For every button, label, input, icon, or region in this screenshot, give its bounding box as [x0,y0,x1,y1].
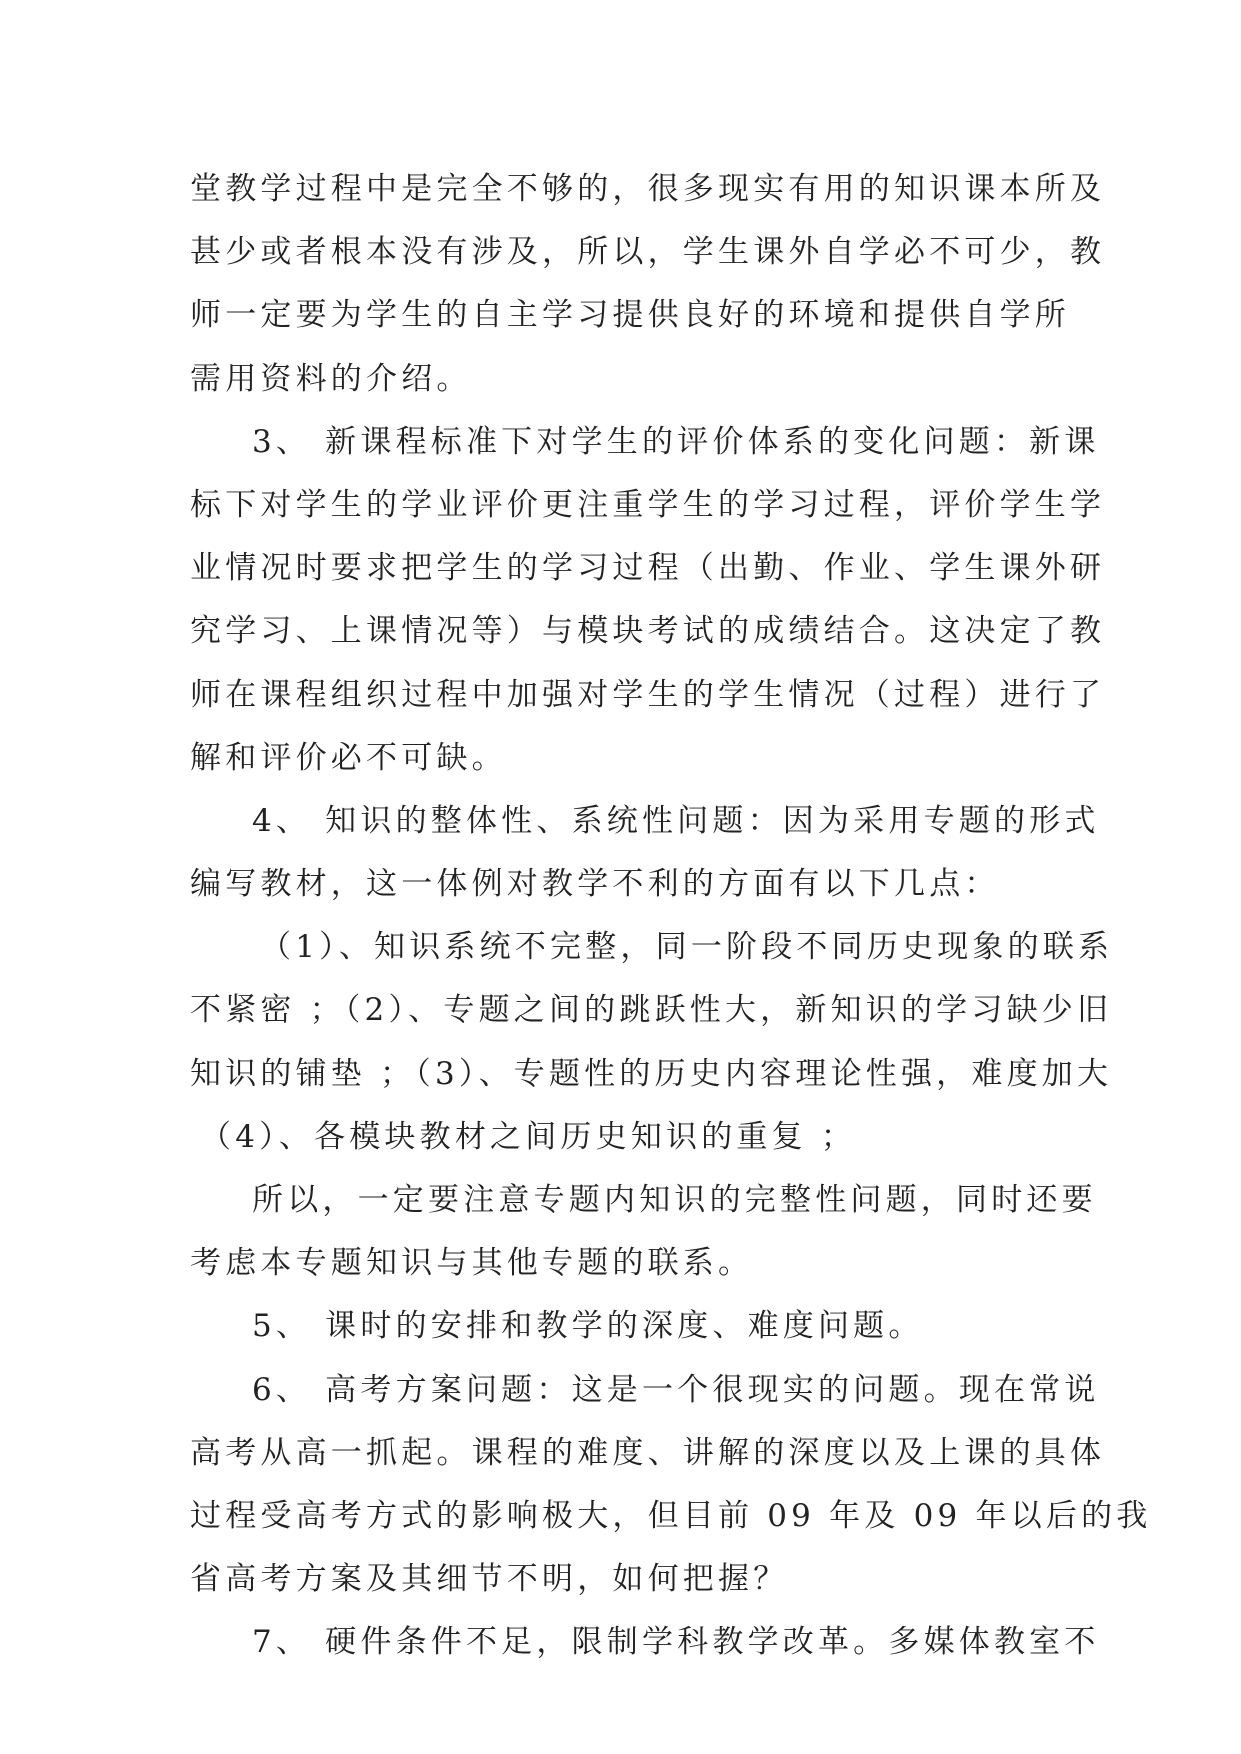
body-line: 需用资料的介绍。 [190,360,472,397]
body-line: 解和评价必不可缺。 [190,739,507,776]
body-line: 标下对学生的学业评价更注重学生的学习过程，评价学生学 [190,486,1106,523]
body-line: 业情况时要求把学生的学习过程（出勤、作业、学生课外研 [190,550,1106,587]
list-item-1: （1）、知识系统不完整，同一阶段不同历史现象的联系 [260,929,1114,966]
body-line: 考虑本专题知识与其他专题的联系。 [190,1245,754,1282]
body-line: 过程受高考方式的影响极大，但目前 09 年及 09 年以后的我 [190,1497,1152,1534]
body-line: 所以，一定要注意专题内知识的完整性问题，同时还要 [252,1182,1097,1218]
list-item-2: 不紧密 ；（2）、专题之间的跳跃性大，新知识的学习缺少旧 [190,992,1113,1029]
body-line: 编写教材，这一体例对教学不利的方面有以下几点： [190,866,1000,903]
body-line: 师一定要为学生的自主学习提供良好的环境和提供自学所 [190,297,1070,334]
body-line: 甚少或者根本没有涉及，所以，学生课外自学必不可少，教 [190,234,1106,271]
list-item-4: （4）、各模块教材之间历史知识的重复 ； [200,1118,857,1155]
section-heading-6: 6、 高考方案问题：这是一个很现实的问题。现在常说 [252,1371,1100,1408]
section-heading-3: 3、 新课程标准下对学生的评价体系的变化问题：新课 [252,423,1100,460]
section-heading-7: 7、 硬件条件不足，限制学科教学改革。多媒体教室不 [252,1624,1100,1661]
document-body [190,158,1152,1675]
body-line: 究学习、上课情况等）与模块考试的成绩结合。这决定了教 [190,613,1106,650]
body-line: 省高考方案及其细节不明，如何把握？ [190,1561,789,1598]
body-line: 堂教学过程中是完全不够的，很多现实有用的知识课本所及 [190,171,1106,207]
section-heading-4: 4、 知识的整体性、系统性问题：因为采用专题的形式 [252,802,1100,839]
body-line: 师在课程组织过程中加强对学生的学生情况（过程）进行了 [190,676,1106,713]
body-line: 高考从高一抓起。课程的难度、讲解的深度以及上课的具体 [190,1434,1106,1471]
section-heading-5: 5、 课时的安排和教学的深度、难度问题。 [252,1308,924,1345]
list-item-3: 知识的铺垫 ；（3）、专题性的历史内容理论性强，难度加大 [190,1055,1113,1092]
